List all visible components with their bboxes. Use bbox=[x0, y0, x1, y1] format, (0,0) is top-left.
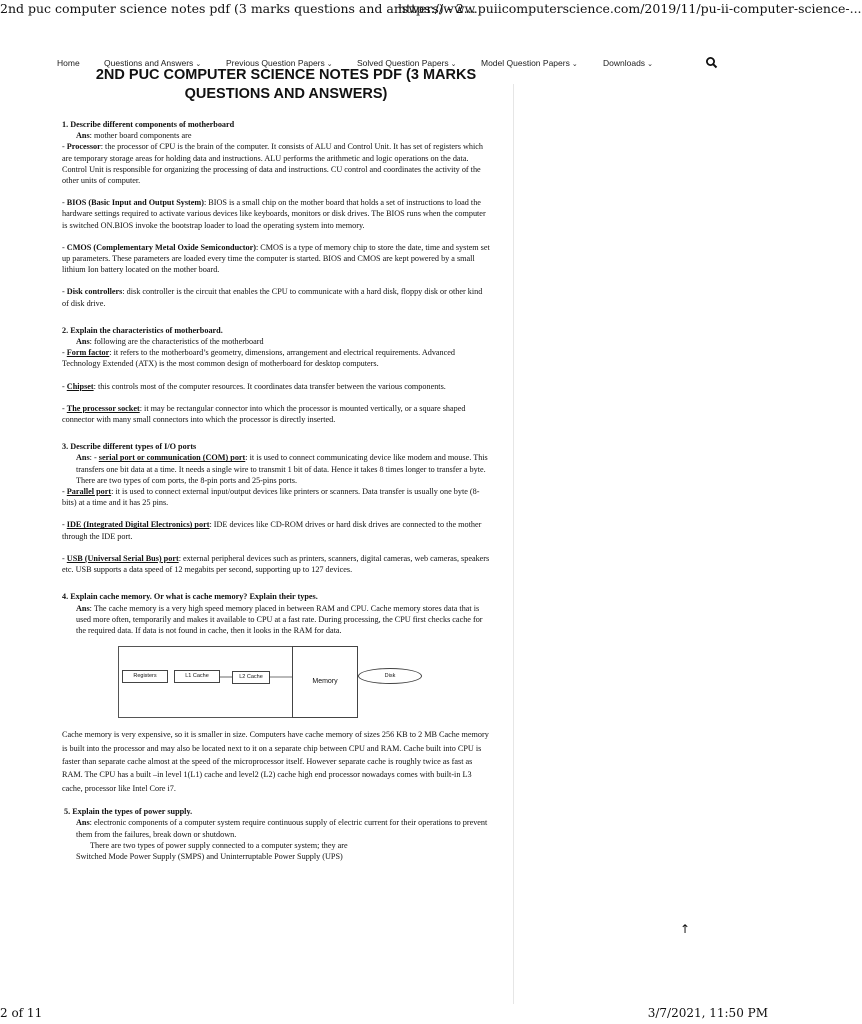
answer-4-details: Cache memory is very expensive, so it is smaller in size. Computers have cache memory of sizes 256 KB to 2 MB Cache memory is built into the processor and may also be located next to it on a separate chip between CPU and RAM. Cache built into CPU is faster than separate cache almost at the speed of the microprocessor itself. However separate cache is roughly twice as fast as RAM. The CPU has a built –in level 1(L1) cache and level2 (L2) cache high end processor nowadays comes with built-in L3 cache, processor like Intel Core i7. bbox=[62, 730, 489, 793]
nav-prev-label: Previous Question Papers bbox=[226, 58, 325, 68]
answer-3-parallel: - Parallel port: it is used to connect external input/output devices like printers or scanners. Data transfer is usually one byte (8-bits) at a time and it has 25 pins. bbox=[62, 487, 480, 508]
article-body bbox=[62, 67, 490, 862]
nav-downloads-label: Downloads bbox=[603, 58, 646, 68]
memory-box: Memory bbox=[292, 646, 358, 718]
answer-5-intro: Ans: electronic components of a computer system require continuous supply of electric current for their operations to prevent them from the failures, break down or shutdown. bbox=[76, 818, 488, 839]
nav-solved-label: Solved Question Papers bbox=[357, 58, 449, 68]
answer-1-intro: Ans: mother board components are bbox=[76, 131, 192, 141]
print-page-number: 2 of 11 bbox=[0, 1006, 43, 1020]
answer-2-intro: Ans: following are the characteristics of the motherboard bbox=[76, 337, 264, 347]
question-1: 1. Describe different components of motherboard bbox=[62, 120, 235, 129]
disk-ellipse: Disk bbox=[358, 668, 422, 684]
chevron-down-icon: ⌄ bbox=[195, 61, 202, 68]
cache-memory-diagram bbox=[118, 646, 478, 718]
answer-1-disk: - Disk controllers: disk controller is the circuit that enables the CPU to communicate with a hard disk, floppy disk or other kind of disk drive. bbox=[62, 287, 483, 308]
question-2: 2. Explain the characteristics of motherboard. bbox=[62, 325, 223, 335]
chevron-down-icon: ⌄ bbox=[647, 61, 653, 68]
answer-5-types: Switched Mode Power Supply (SMPS) and Uninterruptable Power Supply (UPS) bbox=[76, 851, 343, 861]
answer-2-form-factor: - Form factor: it refers to the motherboard’s geometry, dimensions, arrangement and electrical requirements. Advanced Technology Extended (ATX) is the most common design of motherboard for desktop computers. bbox=[62, 348, 456, 369]
article-title bbox=[82, 67, 490, 103]
nav-model-papers[interactable] bbox=[481, 58, 578, 68]
article-title-line2: QUESTIONS AND ANSWERS) bbox=[184, 86, 388, 102]
article-title-line1: 2ND PUC COMPUTER SCIENCE NOTES PDF (3 MARKS bbox=[95, 67, 477, 83]
l1-cache-box: L1 Cache bbox=[174, 670, 220, 683]
print-footer bbox=[0, 1004, 768, 1024]
nav-home[interactable] bbox=[57, 58, 80, 68]
question-5: 5. Explain the types of power supply. bbox=[64, 807, 193, 817]
search-button[interactable] bbox=[704, 55, 720, 71]
print-page-url: https://www.puiicomputerscience.com/2019/11/pu-ii-computer-science-... bbox=[398, 1, 862, 16]
nav-downloads[interactable] bbox=[603, 58, 653, 68]
answer-3-serial: Ans: - serial port or communication (COM) port: it is used to connect communicating device like modem and mouse. This transfers one bit data at a time. It needs a single wire to transmit 1 bit of data. Hence it takes 8 times longer to transfer a byte. There are two types of com ports, the 8-pin ports and 25-pins ports. bbox=[76, 453, 488, 485]
chevron-down-icon: ⌄ bbox=[571, 61, 578, 68]
answer-2-chipset: - Chipset: this controls most of the computer resources. It coordinates data transfer between the various components. bbox=[62, 381, 446, 391]
sidebar-divider bbox=[513, 84, 514, 1004]
print-page-title: 2nd puc computer science notes pdf (3 marks questions and answers) - 2... bbox=[0, 1, 476, 16]
answer-1-cmos: - CMOS (Complementary Metal Oxide Semiconductor): CMOS is a type of memory chip to store the date, time and system set up parameters. These parameters are loaded every time the computer is started. BIOS and CMOS are kept powered by a small lithium Ion battery located on the mother board. bbox=[62, 242, 490, 275]
search-icon bbox=[704, 55, 720, 71]
answer-3-usb: - USB (Universal Serial Bus) port: external peripheral devices such as printers, scanners, digital cameras, web cameras, speakers etc. USB supports a data speed of 12 megabits per second, supporting up to 127 devices. bbox=[62, 553, 490, 575]
question-3: 3. Describe different types of I/O ports bbox=[62, 442, 197, 452]
question-4: 4. Explain cache memory. Or what is cache memory? Explain their types. bbox=[62, 592, 318, 602]
print-header bbox=[0, 0, 862, 20]
nav-model-label: Model Question Papers bbox=[481, 58, 570, 68]
nav-home-label: Home bbox=[57, 58, 80, 68]
answer-1-processor: - Processor: the processor of CPU is the brain of the computer. It consists of ALU and Control Unit. It has set of registers which are temporary storage areas for holding data and instructions. ALU performs the arithmetic and logic operations on the data. Control Unit is responsible for organizing the processing of data and instructions. CU control and coordinates the activity of the other units of computer. bbox=[62, 142, 483, 186]
chevron-down-icon: ⌄ bbox=[326, 61, 333, 68]
chevron-down-icon: ⌄ bbox=[450, 61, 457, 68]
back-to-top-arrow-icon[interactable]: ↑ bbox=[680, 922, 691, 936]
answer-2-socket: - The processor socket: it may be rectangular connector into which the processor is mounted vertically, or a square shaped connector with many small connectors into which the processor is directly inserted. bbox=[62, 403, 466, 425]
answer-5-types-intro: There are two types of power supply connected to a computer system; they are bbox=[90, 840, 348, 850]
print-datetime: 3/7/2021, 11:50 PM bbox=[647, 1006, 768, 1020]
l2-cache-box: L2 Cache bbox=[232, 671, 270, 684]
answer-1-bios: - BIOS (Basic Input and Output System): BIOS is a small chip on the mother board that holds a set of instructions to load the hardware settings required to activate various devices like keyboards, monitors or disk drives. The BIOS runs when the computer is switched ON.BIOS invoke the bootstrap loader to load the operating system into memory. bbox=[62, 198, 486, 230]
answer-3-ide: - IDE (Integrated Digital Electronics) port: IDE devices like CD-ROM drives or hard disk drives are connected to the mother through the IDE port. bbox=[62, 520, 482, 541]
answer-4-intro: Ans: The cache memory is a very high speed memory placed in between RAM and CPU. Cache memory stores data that is used more often, temporarily and makes it available to CPU at a fast rate. During processing, the CPU first checks cache for the required data. If data is not found in cache, then it looks in the RAM for data. bbox=[76, 603, 483, 635]
registers-box: Registers bbox=[122, 670, 168, 683]
nav-qa-label: Questions and Answers bbox=[104, 58, 194, 68]
